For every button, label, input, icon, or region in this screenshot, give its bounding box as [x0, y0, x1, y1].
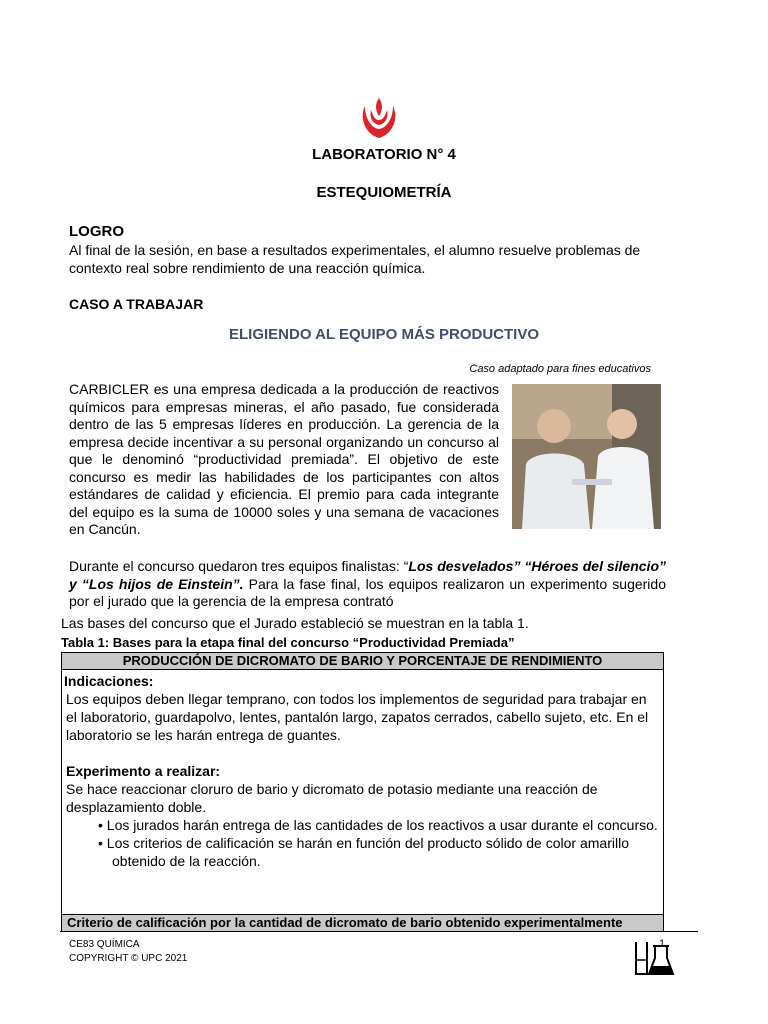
logro-text: Al final de la sesión, en base a resultados experimentales, el alumno resuelve problemas de contexto real sobre rendimiento de una reacción química.	[69, 242, 641, 276]
bullet-text: Los criterios de calificación se harán en función del producto sólido de color amarillo obtenido de la reacción.	[106, 835, 629, 869]
case-paragraph-2	[69, 558, 666, 611]
lab-photo	[512, 384, 661, 529]
indicaciones-text: Los equipos deben llegar temprano, con todos los implementos de seguridad para trabajar en el laboratorio, guardapolvo, lentes, pantalón largo, zapatos cerrados, cabello sujeto, etc. En el laboratorio se les harán entrega de guantes.	[66, 691, 649, 743]
p2-teams: Los desvelados” “Héroes del silencio” y “Los hijos de Einstein”.	[69, 558, 666, 592]
course-code: CE83 QUÍMICA	[69, 939, 140, 950]
caso-heading: CASO A TRABAJAR	[69, 296, 204, 312]
table-body	[62, 670, 663, 870]
footer-divider	[60, 931, 698, 932]
subject-title: ESTEQUIOMETRÍA	[316, 184, 452, 201]
experimento-text: Se hace reaccionar cloruro de bario y dicromato de potasio mediante una reacción de desplazamiento doble.	[66, 781, 598, 815]
flask-icon	[633, 940, 677, 978]
logro-heading: LOGRO	[69, 223, 124, 240]
list-item: • Los jurados harán entrega de las cantidades de los reactivos a usar durante el concurso.	[98, 817, 658, 833]
experimento-label: Experimento a realizar:	[66, 763, 221, 779]
table-footer: Criterio de calificación por la cantidad de dicromato de bario obtenido experimentalmente	[62, 914, 663, 931]
page-footer	[69, 938, 187, 966]
copyright: COPYRIGHT © UPC 2021	[69, 953, 188, 964]
case-paragraph-1: CARBICLER es una empresa dedicada a la producción de reactivos químicos para empresas mineras, el año pasado, fue considerada dentro de las 5 empresas líderes en producción. La gerencia de la empresa decide incentivar a su personal organizando un concurso al que le denominó “productividad premiada”. El objetivo de este concurso es medir las habilidades de los participantes con altos estándares de calidad y eficiencia. El premio para cada integrante del equipo es la suma de 10000 soles y una semana de vacaciones en Cancún.	[69, 381, 499, 537]
p2-end: Para la fase final, los equipos realizaron un experimento sugerido por el jurado que la gerencia de la empresa contrató	[69, 575, 666, 609]
p2-start: Durante el concurso quedaron tres equipos finalistas: “	[69, 558, 409, 574]
lab-title: LABORATORIO N° 4	[312, 146, 456, 163]
case-paragraph-3: Las bases del concurso que el Jurado estableció se muestran en la tabla 1.	[61, 615, 529, 631]
case-title: ELIGIENDO AL EQUIPO MÁS PRODUCTIVO	[228, 326, 540, 343]
table-header: PRODUCCIÓN DE DICROMATO DE BARIO Y PORCENTAJE DE RENDIMIENTO	[62, 653, 663, 670]
bases-table	[61, 652, 664, 932]
adapted-note: Caso adaptado para fines educativos	[469, 363, 651, 375]
bullet-text: Los jurados harán entrega de las cantidades de los reactivos a usar durante el concurso.	[106, 817, 658, 833]
indicaciones-label: Indicaciones:	[64, 673, 154, 689]
list-item: • Los criterios de calificación se harán en función del producto sólido de color amarillo obtenido de la reacción.	[98, 835, 629, 869]
table-caption: Tabla 1: Bases para la etapa final del concurso “Productividad Premiada”	[61, 635, 515, 650]
page-number: 1	[659, 938, 666, 950]
upc-logo-icon	[355, 96, 403, 140]
